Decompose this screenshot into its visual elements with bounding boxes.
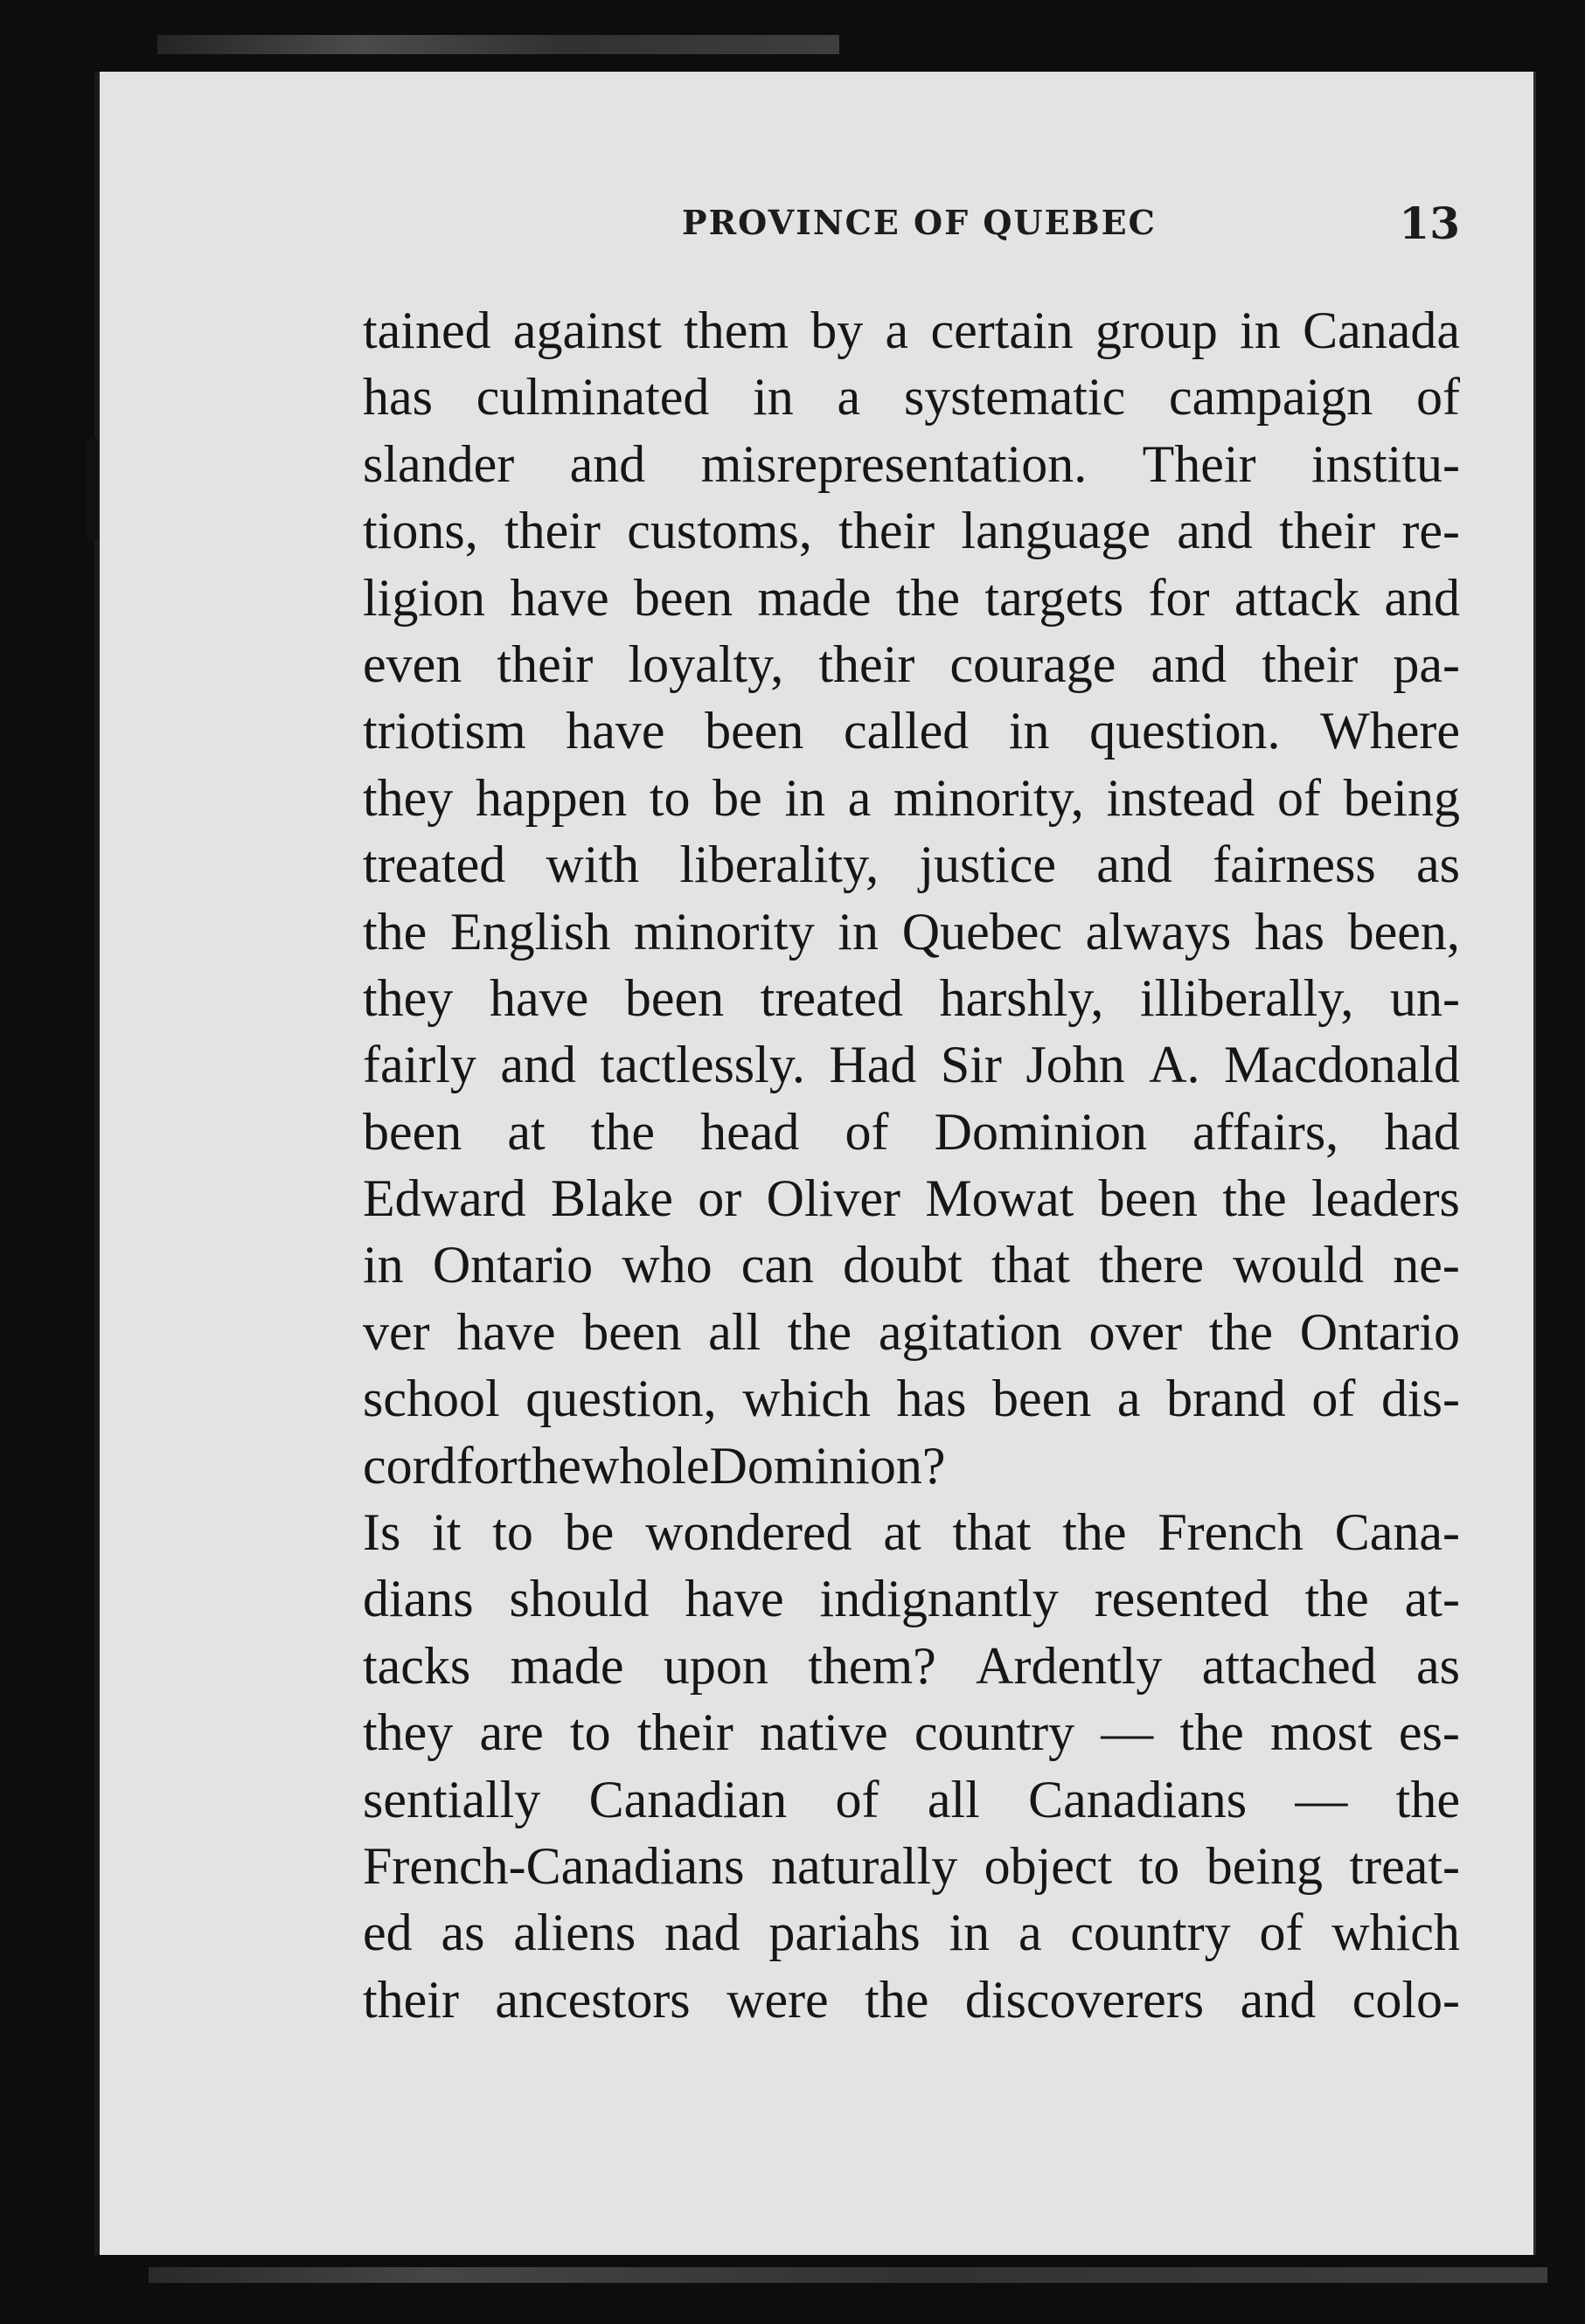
text-line xyxy=(363,1967,1460,2033)
word: it xyxy=(432,1503,462,1562)
word: language xyxy=(961,502,1151,560)
word: Dominion xyxy=(709,1436,922,1495)
word: question, xyxy=(525,1370,717,1428)
word: been xyxy=(992,1370,1092,1428)
word: loyalty, xyxy=(628,635,784,693)
word: — xyxy=(1295,1770,1348,1828)
word: attached xyxy=(1201,1636,1377,1695)
word: been, xyxy=(1347,902,1460,961)
word: been xyxy=(633,568,733,627)
word: that xyxy=(952,1503,1032,1562)
word: — xyxy=(1101,1703,1154,1762)
word: indignantly xyxy=(819,1570,1059,1628)
word: should xyxy=(509,1570,650,1628)
word: and xyxy=(1096,836,1172,894)
word: been xyxy=(705,702,804,760)
word: aliens xyxy=(513,1904,636,1962)
word: nad xyxy=(664,1904,740,1962)
word: a xyxy=(1116,1370,1141,1428)
word: the xyxy=(590,1102,656,1161)
word: tained xyxy=(363,302,491,359)
word: Their xyxy=(1142,434,1256,493)
word: been xyxy=(624,968,725,1027)
word: called xyxy=(844,702,970,760)
word: whole xyxy=(580,1436,710,1495)
word: which xyxy=(742,1370,871,1428)
word: even xyxy=(363,635,462,693)
word: been xyxy=(582,1302,682,1361)
word: treated xyxy=(363,836,506,894)
word: and xyxy=(1384,568,1460,627)
word: they xyxy=(363,768,454,827)
word: cord xyxy=(363,1436,456,1495)
word: Sir xyxy=(940,1036,1002,1094)
word: re- xyxy=(1401,502,1460,560)
word: treat- xyxy=(1349,1836,1460,1895)
word: being xyxy=(1206,1836,1324,1895)
word: to xyxy=(569,1703,611,1762)
word: as xyxy=(441,1904,485,1962)
word: have xyxy=(566,702,665,760)
word: John xyxy=(1025,1036,1125,1094)
word: French-Canadians xyxy=(363,1836,745,1895)
word: always xyxy=(1085,902,1232,961)
word: have xyxy=(685,1570,784,1628)
word: pa- xyxy=(1393,635,1460,693)
page-number: 13 xyxy=(1399,198,1460,249)
text-line xyxy=(363,1899,1460,1966)
word: Is xyxy=(363,1503,401,1562)
word: to xyxy=(649,768,691,827)
word: agitation xyxy=(878,1302,1062,1361)
word: Ontario xyxy=(1299,1302,1460,1361)
word: have xyxy=(456,1302,556,1361)
word: the xyxy=(1208,1302,1274,1361)
word: tacks xyxy=(363,1636,471,1695)
word: courage xyxy=(949,635,1116,693)
word: leaders xyxy=(1311,1169,1460,1228)
text-line xyxy=(363,898,1460,965)
word: ne- xyxy=(1393,1236,1460,1294)
word: English xyxy=(450,902,611,961)
word: ed xyxy=(363,1904,413,1962)
word: Canada xyxy=(1303,302,1460,359)
word: Mowat xyxy=(925,1169,1074,1228)
word: un- xyxy=(1390,968,1460,1027)
text-line xyxy=(363,631,1460,697)
word: in xyxy=(784,768,826,827)
word: are xyxy=(479,1703,544,1762)
text-line xyxy=(363,697,1460,764)
word: who xyxy=(622,1236,713,1294)
word: being xyxy=(1343,768,1460,827)
word: in xyxy=(1240,302,1281,359)
word: against xyxy=(512,302,662,359)
running-title: PROVINCE OF QUEBEC xyxy=(682,203,1157,242)
word: a xyxy=(885,302,909,359)
word: made xyxy=(757,568,872,627)
word: Quebec xyxy=(901,902,1062,961)
word: Oliver xyxy=(766,1169,900,1228)
word: systematic xyxy=(903,368,1126,427)
word: be xyxy=(564,1503,615,1562)
text-line xyxy=(363,1365,1460,1432)
word: the xyxy=(1395,1770,1460,1828)
word: the xyxy=(517,1436,581,1495)
word: fairness xyxy=(1213,836,1376,894)
word: in xyxy=(949,1904,991,1962)
word: as xyxy=(1415,836,1460,894)
word: happen xyxy=(475,768,628,827)
word: harshly, xyxy=(939,968,1104,1027)
text-line xyxy=(363,965,1460,1031)
word: were xyxy=(726,1970,829,2029)
word: has xyxy=(363,368,433,427)
word: Blake xyxy=(550,1169,673,1228)
word: their xyxy=(504,502,601,560)
word: country xyxy=(914,1703,1075,1762)
word: targets xyxy=(984,568,1124,627)
scan-edge-bottom xyxy=(149,2267,1547,2283)
word: dis- xyxy=(1381,1370,1460,1428)
word: customs, xyxy=(627,502,812,560)
word: at xyxy=(883,1503,921,1562)
word: and xyxy=(1151,635,1227,693)
word: Dominion xyxy=(934,1102,1147,1161)
word: all xyxy=(927,1770,980,1828)
word: justice xyxy=(919,836,1056,894)
word: native xyxy=(760,1703,888,1762)
word: affairs, xyxy=(1192,1102,1339,1161)
text-line xyxy=(363,1031,1460,1098)
word: and xyxy=(569,434,646,493)
word: in xyxy=(363,1236,404,1294)
word: for xyxy=(1148,568,1210,627)
word: culminated xyxy=(476,368,710,427)
word: group xyxy=(1095,302,1218,359)
text-line xyxy=(363,1231,1460,1298)
word: pariahs xyxy=(768,1904,921,1962)
word: Canadians xyxy=(1028,1770,1248,1828)
word: the xyxy=(787,1302,852,1361)
word: dians xyxy=(363,1570,474,1628)
word: can xyxy=(740,1236,814,1294)
word: by xyxy=(810,302,864,359)
word: as xyxy=(1415,1636,1460,1695)
word: doubt xyxy=(843,1236,963,1294)
text-line xyxy=(363,431,1460,497)
word: their xyxy=(636,1703,733,1762)
word: Had xyxy=(829,1036,917,1094)
word: liberality, xyxy=(679,836,879,894)
word: minority, xyxy=(893,768,1084,827)
word: them xyxy=(684,302,789,359)
word: school xyxy=(363,1370,500,1428)
running-head xyxy=(682,198,1460,255)
word: upon xyxy=(663,1636,768,1695)
text-line xyxy=(363,497,1460,564)
word: of xyxy=(1277,768,1322,827)
word: have xyxy=(489,968,589,1027)
word: be xyxy=(713,768,762,827)
word: a xyxy=(847,768,872,827)
word: to xyxy=(492,1503,533,1562)
word: has xyxy=(1254,902,1324,961)
word: the xyxy=(865,1970,929,2029)
word: for xyxy=(455,1436,518,1495)
word: sentially xyxy=(363,1770,541,1828)
word: that xyxy=(991,1236,1070,1294)
word: and xyxy=(1240,1970,1317,2029)
word: instead xyxy=(1106,768,1255,827)
word: their xyxy=(1262,635,1359,693)
text-line xyxy=(363,364,1460,430)
word: Ardently xyxy=(976,1636,1163,1695)
word: question. xyxy=(1089,702,1281,760)
text-line xyxy=(363,1565,1460,1632)
word: misrepresentation. xyxy=(700,434,1088,493)
word: Cana- xyxy=(1334,1503,1460,1562)
word: A. xyxy=(1149,1036,1200,1094)
text-line xyxy=(363,565,1460,631)
word: and xyxy=(1177,502,1253,560)
word: institu- xyxy=(1310,434,1460,493)
word: in xyxy=(838,902,879,961)
word: tactlessly. xyxy=(600,1036,805,1094)
word: they xyxy=(363,1703,454,1762)
word: discoverers xyxy=(964,1970,1205,2029)
word: a xyxy=(837,368,861,427)
word: been xyxy=(1098,1169,1198,1228)
text-line xyxy=(363,297,1460,364)
text-line xyxy=(363,1766,1460,1833)
word: ver xyxy=(363,1302,430,1361)
word: French xyxy=(1157,1503,1303,1562)
word: had xyxy=(1384,1102,1460,1161)
text-line xyxy=(363,1165,1460,1231)
word: object xyxy=(984,1836,1113,1895)
word: the xyxy=(1222,1169,1287,1228)
text-line xyxy=(363,1499,1460,1565)
word: their xyxy=(363,1970,459,2029)
word: of xyxy=(1259,1904,1303,1962)
word: and xyxy=(500,1036,577,1094)
word: their xyxy=(838,502,935,560)
word: the xyxy=(1062,1503,1127,1562)
word: es- xyxy=(1398,1703,1460,1762)
word: Where xyxy=(1320,702,1460,760)
word: over xyxy=(1088,1302,1183,1361)
word: Edward xyxy=(363,1169,526,1228)
text-line xyxy=(363,1833,1460,1899)
word: attack xyxy=(1234,568,1360,627)
word: ancestors xyxy=(495,1970,691,2029)
word: tions, xyxy=(363,502,478,560)
word: fairly xyxy=(363,1036,476,1094)
word: the xyxy=(363,902,428,961)
word: campaign xyxy=(1168,368,1373,427)
word: country xyxy=(1070,1904,1231,1962)
word: Canadian xyxy=(588,1770,788,1828)
word: of xyxy=(835,1770,879,1828)
word: in xyxy=(1008,702,1050,760)
word: certain xyxy=(930,302,1074,359)
word: slander xyxy=(363,434,515,493)
word: colo- xyxy=(1352,1970,1460,2029)
word: treated xyxy=(760,968,903,1027)
text-line xyxy=(363,831,1460,898)
text-line xyxy=(363,1433,1460,1499)
word: the xyxy=(895,568,961,627)
word: their xyxy=(818,635,915,693)
word: brand xyxy=(1166,1370,1286,1428)
word: them? xyxy=(808,1636,936,1695)
word: all xyxy=(708,1302,761,1361)
word: their xyxy=(497,635,594,693)
word: been xyxy=(363,1102,462,1161)
paragraph-2 xyxy=(363,1499,1460,2033)
word: wondered xyxy=(645,1503,852,1562)
word: or xyxy=(698,1169,742,1228)
body-text xyxy=(363,297,1460,2033)
word: triotism xyxy=(363,702,526,760)
word: with xyxy=(546,836,640,894)
word: minority xyxy=(634,902,815,961)
word: in xyxy=(753,368,794,427)
word: most xyxy=(1270,1703,1373,1762)
word: of xyxy=(1311,1370,1356,1428)
binding-mark xyxy=(86,437,98,542)
word: Ontario xyxy=(432,1236,594,1294)
word: at- xyxy=(1404,1570,1460,1628)
paragraph-1 xyxy=(363,297,1460,1499)
word: made xyxy=(510,1636,624,1695)
scan-edge-top xyxy=(157,35,839,54)
word: would xyxy=(1233,1236,1365,1294)
text-line xyxy=(363,1299,1460,1365)
word: they xyxy=(363,968,454,1027)
text-line xyxy=(363,1099,1460,1165)
word: ligion xyxy=(363,568,486,627)
word: head xyxy=(700,1102,800,1161)
word: have xyxy=(510,568,609,627)
word: has xyxy=(896,1370,967,1428)
word: Macdonald xyxy=(1224,1036,1460,1094)
word: there xyxy=(1099,1236,1204,1294)
word: the xyxy=(1179,1703,1244,1762)
word: the xyxy=(1304,1570,1369,1628)
word: which xyxy=(1331,1904,1460,1962)
word: to xyxy=(1138,1836,1180,1895)
text-line xyxy=(363,1699,1460,1766)
text-line xyxy=(363,1633,1460,1699)
word: resented xyxy=(1094,1570,1269,1628)
word: naturally xyxy=(770,1836,958,1895)
word: a xyxy=(1018,1904,1042,1962)
text-line xyxy=(363,765,1460,831)
word: ? xyxy=(921,1436,946,1495)
word: illiberally, xyxy=(1140,968,1354,1027)
word: of xyxy=(1415,368,1460,427)
word: of xyxy=(845,1102,889,1161)
word: at xyxy=(507,1102,546,1161)
word: their xyxy=(1279,502,1376,560)
